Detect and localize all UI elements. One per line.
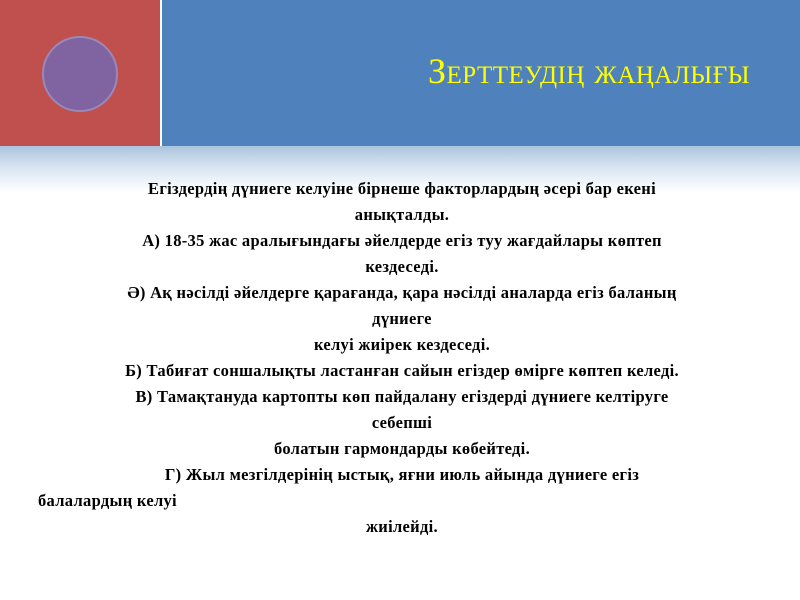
body-line: келуі жиірек кездеседі.	[313, 335, 491, 354]
body-line: А) 18-35 жас аралығындағы әйелдерде егіз туу жағдайлары көптеп	[142, 231, 662, 250]
slide-body	[38, 176, 766, 540]
body-line: Б) Табиғат соншалықты ластанған сайын егіздер өмірге көптеп келеді.	[125, 361, 679, 380]
body-line: Егіздердің дүниеге келуіне бірнеше факторлардың әсері бар екені	[148, 179, 656, 198]
decorative-circle	[42, 36, 118, 112]
body-line: дүниеге	[372, 309, 432, 328]
body-line: анықталды.	[354, 205, 450, 224]
body-line: кездеседі.	[365, 257, 439, 276]
body-line: жиілейді.	[366, 517, 438, 536]
body-line: Г) Жыл мезгілдерінің ыстық, яғни июль айында дүниеге егіз	[164, 465, 640, 484]
slide-title: Зерттеудің жаңалығы	[427, 51, 750, 91]
body-line: болатын гармондарды көбейтеді.	[273, 439, 530, 458]
body-line: Ә) Ақ нәсілді әйелдерге қарағанда, қара нәсілді аналарда егіз баланың	[127, 283, 677, 302]
body-line: себепші	[371, 413, 433, 432]
header-red-block	[0, 0, 160, 146]
body-line: В) Тамақтануда картопты көп пайдалану егіздерді дүниеге келтіруге	[135, 387, 669, 406]
header-blue-block	[162, 0, 800, 146]
body-line: балалардың келуі	[38, 491, 177, 510]
